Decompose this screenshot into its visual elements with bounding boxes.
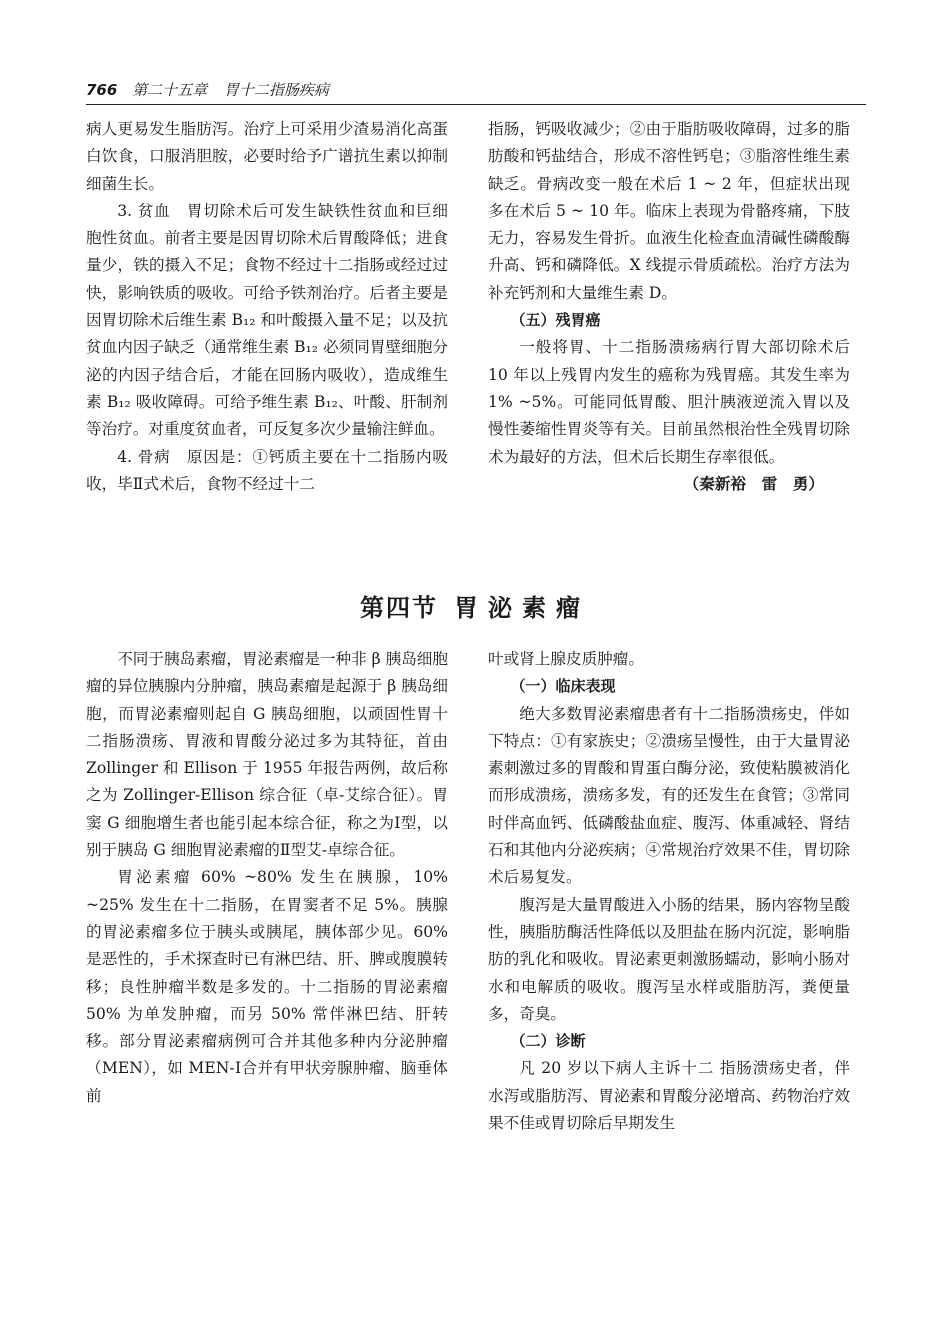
top-right-column — [488, 116, 850, 498]
paragraph: 一般将胃、十二指肠溃疡病行胃大部切除术后 10 年以上残胃内发生的癌称为残胃癌。其发生率为 1% ~5%。可能同低胃酸、胆汁胰液逆流入胃以及慢性萎缩性胃炎等有关。目前虽然根治性全残胃切除术为最好的方法，但术后长期生存率很低。 — [488, 338, 850, 466]
bottom-left-column — [86, 646, 448, 1110]
subheading-remnant-gastric-cancer: （五）残胃癌 — [510, 311, 601, 330]
paragraph-anemia: 3. 贫血 胃切除术后可发生缺铁性贫血和巨细胞性贫血。前者主要是因胃切除术后胃酸降低；进食量少，铁的摄入不足；食物不经过十二指肠或经过过快，影响铁质的吸收。可给予铁剂治疗。后者主要是因胃切除术后维生素 B₁₂ 和叶酸摄入量不足；以及抗贫血内因子缺乏（通常维生素 B₁₂ 必须同胃壁细胞分泌的内因子结合后，才能在回肠内吸收），造成维生素 B₁₂ 吸收障碍。可给予维生素 B₁₂、叶酸、肝制剂等治疗。对重度贫血者，可反复多次少量输注鲜血。 — [86, 201, 448, 439]
paragraph: 腹泻是大量胃酸进入小肠的结果，肠内容物呈酸性，胰脂肪酶活性降低以及胆盐在肠内沉淀，影响脂肪的乳化和吸收。胃泌素更刺激肠蠕动，影响小肠对水和电解质的吸收。腹泻呈水样或脂肪泻，粪便量多，奇臭。 — [488, 895, 850, 1023]
paragraph-bone-disease: 4. 骨病 原因是：①钙质主要在十二指肠内吸收，毕Ⅱ式术后，食物不经过十二 — [86, 447, 448, 493]
running-header — [86, 78, 866, 105]
author-signature: （秦新裕 雷 勇） — [683, 474, 824, 493]
paragraph: 叶或肾上腺皮质肿瘤。 — [488, 650, 644, 668]
top-left-column — [86, 116, 448, 498]
chapter-title: 胃十二指肠疾病 — [223, 81, 329, 99]
paragraph: 凡 20 岁以下病人主诉十二 指肠溃疡史者，伴水泻或脂肪泻、胃泌素和胃酸分泌增高、药物治疗效果不佳或胃切除后早期发生 — [488, 1059, 850, 1133]
section-title — [0, 588, 950, 628]
subheading-diagnosis: （二）诊断 — [510, 1032, 586, 1051]
paragraph: 病人更易发生脂肪泻。治疗上可采用少渣易消化高蛋白饮食，口服消胆胺，必要时给予广谱抗生素以抑制细菌生长。 — [86, 120, 448, 193]
section-label: 第四节 — [360, 594, 438, 622]
page-number: 766 — [86, 81, 118, 99]
subheading-clinical-manifestations: （一）临床表现 — [510, 677, 616, 696]
paragraph: 指肠，钙吸收减少；②由于脂肪吸收障碍，过多的脂肪酸和钙盐结合，形成不溶性钙皂；③脂溶性维生素缺乏。骨病改变一般在术后 1 ~ 2 年，但症状出现多在术后 5 ~ 10 年。临床上表现为骨骼疼痛，下肢无力，容易发生骨折。血液生化检查血清碱性磷酸酶升高、钙和磷降低。X 线提示骨质疏松。治疗方法为补充钙剂和大量维生素 D。 — [488, 120, 850, 302]
paragraph: 胃泌素瘤 60% ~80% 发生在胰腺，10% ~25% 发生在十二指肠，在胃窦者不足 5%。胰腺的胃泌素瘤多位于胰头或胰尾，胰体部少见。60% 是恶性的，手术探查时已有淋巴结、肝、脾或腹膜转移；良性肿瘤半数是多发的。十二指肠的胃泌素瘤 50% 为单发肿瘤，而另 50% 常伴淋巴结、肝转移。部分胃泌素瘤病例可合并其他多种内分泌肿瘤（MEN），如 MEN-Ⅰ合并有甲状旁腺肿瘤、脑垂体前 — [86, 868, 448, 1105]
chapter-number: 第二十五章 — [132, 81, 208, 99]
paragraph: 不同于胰岛素瘤，胃泌素瘤是一种非 β 胰岛细胞瘤的异位胰腺内分肿瘤，胰岛素瘤是起源于 β 胰岛细胞，而胃泌素瘤则起自 G 胰岛细胞，以顽固性胃十二指肠溃疡、胃液和胃酸分泌过多为其特征，首由 Zollinger 和 Ellison 于 1955 年报告两例，故后称之为 Zollinger-Ellison 综合征（卓-艾综合征）。胃窦 G 细胞增生者也能引起本综合征，称之为Ⅰ型，以别于胰岛 G 细胞胃泌素瘤的Ⅱ型艾-卓综合征。 — [86, 650, 448, 860]
section-name: 胃泌素瘤 — [454, 594, 590, 622]
paragraph: 绝大多数胃泌素瘤患者有十二指肠溃疡史，伴如下特点：①有家族史；②溃疡呈慢性，由于大量胃泌素刺激过多的胃酸和胃蛋白酶分泌，致使粘膜被消化而形成溃疡，溃疡多发，有的还发生在食管；③常同时伴高血钙、低磷酸盐血症、腹泻、体重减轻、肾结石和其他内分泌疾病；④常规治疗效果不佳，胃切除术后易复发。 — [488, 704, 850, 887]
bottom-right-column — [488, 646, 850, 1137]
